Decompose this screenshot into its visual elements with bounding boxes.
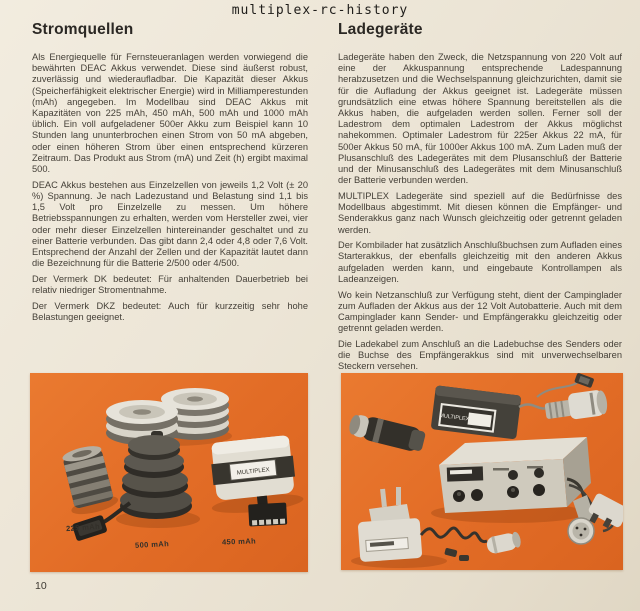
charge-plug [485, 531, 522, 555]
battery-pack-450 [205, 434, 306, 532]
kombi-charger [431, 437, 623, 544]
column-ladegeraete [338, 21, 622, 377]
battery-label-500mah: 500 mAh [134, 539, 170, 550]
paragraph: Als Energiequelle für Fernsteueranlagen werden vorwiegend die bewährten DEAC Akkus verwendet. Diese sind äußerst robust, zuverlässig und wiederaufladbar. Die Kapazität dieser Akkus (Speicherfähigkeit elektrischer Energie) wird in Milliamperestunden (mAh) angegeben. Im Modellbau sind DEAC Akkus mit Kapazitäten von 225 mAh, 450 mAh, 500 mAh und 1000 mAh üblich. Ein voll aufgeladener 500er Akku zum Beispiel kann 10 Stunden lang ununterbrochen einen Strom von 50 mA abgeben, oder einen höheren Strom über einen entsprechend kürzeren Zeitraum. Das Produkt aus Strom (mA) und Zeit (h) ergibt maximal 500. [32, 52, 308, 175]
paragraph: MULTIPLEX Ladegeräte sind speziell auf die Bedürfnisse des Modellbaus abgestimmt. Mit diesen können die Empfänger- und Senderakkus ganz nach Wunsch gleichzeitig oder getrennt geladen werden. [338, 190, 622, 235]
paragraph: Der Vermerk DK bedeutet: Für anhaltenden Dauerbetrieb bei relativ niedriger Stromentnahme. [32, 273, 308, 296]
section-title-stromquellen: Stromquellen [32, 21, 134, 38]
photo-panel-batteries [30, 373, 308, 572]
page-number: 10 [35, 580, 47, 592]
charger-photo-illustration [341, 373, 623, 570]
paragraph: Der Kombilader hat zusätzlich Anschlußbuchsen zum Aufladen eines Starterakkus, der ebenfalls gleichzeitig mit den anderen Akkus aufgeladen werden kann, und eingebaute Kontrollampen als Ladeanzeigen. [338, 240, 622, 284]
photo-panel-chargers [341, 373, 623, 570]
paragraph: Wo kein Netzanschluß zur Verfügung steht, dient der Campinglader zum Aufladen der Akkus aus der 12 Volt Autobatterie. Auch mit dem Campinglader kann Sender- und Empfängerakku gleichzeitig oder getrennt geladen werden. [338, 289, 622, 334]
din-plug-top [544, 389, 609, 423]
scan-header-title: multiplex-rc-history [231, 3, 409, 18]
paragraph: DEAC Akkus bestehen aus Einzelzellen von jeweils 1,2 Volt (± 20 %) Spannung. Je nach Ladezustand und Belastung sind 1,1 bis 1,5 Volt pro Einzelzelle zu messen. Um höhere Betriebsspannungen zu erhalten, werden vom Hersteller zwei, vier oder mehr dieser Einzelzellen hintereinander geschaltet und zu einer Batterie verbunden. Das gibt dann 2,4 oder 4,8 oder 7,6 Volt. Entsprechend der Anzahl der Zellen und der Kapazität lautet dann die Bezeichnung für die Batterie 2/500 oder 4/500. [32, 179, 308, 269]
paragraph: Der Vermerk DKZ bedeutet: Auch für kurzzeitig sehr hohe Belastungen geeignet. [32, 300, 308, 322]
battery-label-225mah: 225 mAh [65, 521, 101, 534]
cigarette-lighter-plug [347, 412, 427, 454]
section-title-ladegeraete: Ladegeräte [338, 21, 423, 38]
paragraph: Die Ladekabel zum Anschluß an die Ladebuchse des Senders oder die Buchse des Empfängerakkus sind mit unverwechselbaren Steckern versehen. [338, 338, 622, 372]
brand-label-camping-charger: MULTIPLEX [438, 412, 470, 423]
paragraph: Ladegeräte haben den Zweck, die Netzspannung von 220 Volt auf eine der Akkuspannung entsprechende Ladespannung herabzusetzen und die Wechselspannung gleichzurichten, damit sie für die Aufladung der Akkus geeignet ist. Ladegeräte müssen grundsätzlich eine etwas höhere Spannung bereitstellen als die Akkus haben, die aufgeladen werden sollen. Ferner soll der Ladestrom dem optimalen Ladestrom der Akkus möglichst nahekommen. Optimaler Ladestrom für 225er Akkus 22 mA, für 500er Akkus 50 mA, für 1000er Akkus 100 mA. Zum Laden muß der Plusanschluß des Ladegerätes mit dem Plusanschluß der Batterie und der Minusanschluß des Ladegerätes mit dem Minusanschluß der Batterie verbunden werden. [338, 52, 622, 186]
column-stromquellen [32, 21, 308, 328]
battery-label-450mah: 450 mAh [221, 536, 257, 547]
brand-label-450: MULTIPLEX [236, 467, 270, 477]
battery-pack-225 [57, 442, 120, 518]
